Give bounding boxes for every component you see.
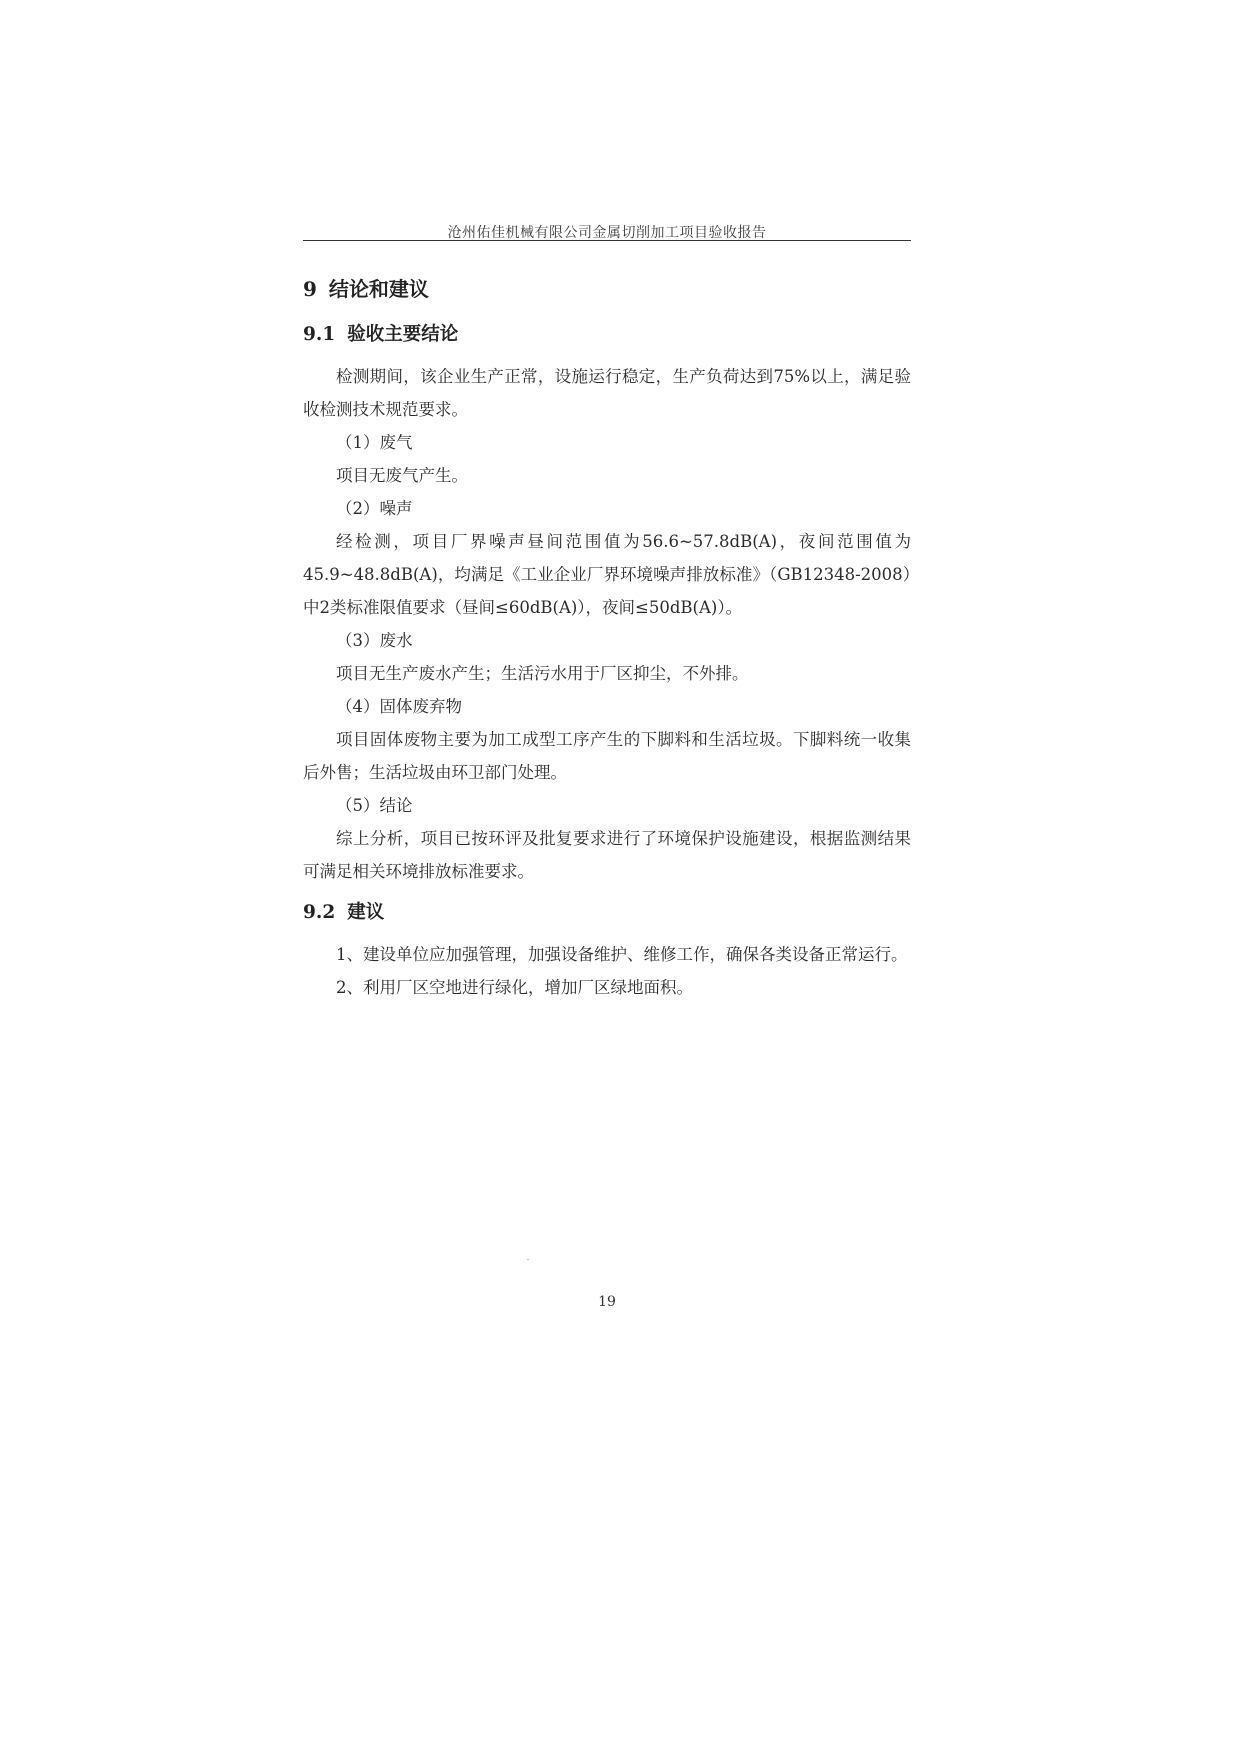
chapter-title: 结论和建议 bbox=[328, 277, 429, 301]
section-title: 验收主要结论 bbox=[347, 324, 459, 345]
page-number: 19 bbox=[598, 1294, 616, 1310]
section-heading-9-2 bbox=[303, 896, 911, 930]
running-header: 沧州佑佳机械有限公司金属切削加工项目验收报告 bbox=[447, 225, 767, 241]
item-heading-wastewater: （3）废水 bbox=[336, 631, 413, 650]
intro-paragraph: 检测期间，该企业生产正常，设施运行稳定，生产负荷达到75%以上，满足验收检测技术规范要求。 bbox=[303, 367, 911, 419]
item-heading-waste-gas: （1）废气 bbox=[336, 433, 413, 452]
page-content bbox=[303, 272, 911, 1004]
scan-speck bbox=[527, 1259, 529, 1260]
chapter-number: 9 bbox=[303, 277, 317, 301]
section-number: 9.1 bbox=[303, 324, 336, 345]
suggestion-item: 2、利用厂区空地进行绿化，增加厂区绿地面积。 bbox=[336, 978, 693, 997]
item-heading-conclusion: （5）结论 bbox=[336, 796, 413, 815]
section-title: 建议 bbox=[347, 902, 385, 923]
chapter-heading bbox=[303, 272, 911, 306]
item-body-noise: 经检测，项目厂界噪声昼间范围值为56.6~57.8dB(A)，夜间范围值为45.9~48.8dB(A)，均满足《工业企业厂界环境噪声排放标准》（GB12348-2008）中2类标准限值要求（昼间≤60dB(A)），夜间≤50dB(A)）。 bbox=[303, 532, 911, 617]
item-body-conclusion: 综上分析，项目已按环评及批复要求进行了环境保护设施建设，根据监测结果可满足相关环境排放标准要求。 bbox=[303, 829, 911, 881]
section-number: 9.2 bbox=[303, 902, 336, 923]
item-heading-noise: （2）噪声 bbox=[336, 499, 413, 518]
item-body-wastewater: 项目无生产废水产生；生活污水用于厂区抑尘，不外排。 bbox=[336, 664, 749, 683]
section-heading-9-1 bbox=[303, 318, 911, 352]
suggestion-item: 1、建设单位应加强管理，加强设备维护、维修工作，确保各类设备正常运行。 bbox=[336, 945, 908, 964]
item-body-waste-gas: 项目无废气产生。 bbox=[336, 466, 468, 485]
item-heading-solid-waste: （4）固体废弃物 bbox=[336, 697, 462, 716]
header-rule bbox=[303, 240, 911, 241]
item-body-solid-waste: 项目固体废物主要为加工成型工序产生的下脚料和生活垃圾。下脚料统一收集后外售；生活垃圾由环卫部门处理。 bbox=[303, 730, 911, 782]
